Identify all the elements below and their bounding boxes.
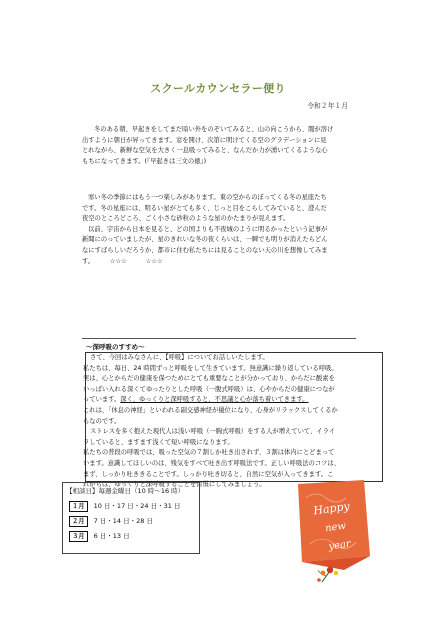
month-label: ３月 [69,531,88,542]
schedule-days: 10 日・17 日・24 日・31 日 [93,502,181,510]
newsletter-title: スクールカウンセラー便り [150,82,286,95]
text-line: とれながら、新鮮な空気を大きく一息吸ってみると、なんだか力が湧いてくるような心 [82,147,328,155]
text-line: もちになってきます。(『早起きは三文の徳』) [82,157,207,165]
schedule-days: 7 日・14 日・28 日 [93,517,153,525]
card-text: year [327,538,352,553]
schedule-row [69,531,130,542]
text-line: 冬のある朝、早起きをしてまだ暗い外をのぞいてみると、山の向こうから、闇が溶け [94,126,334,133]
text-line: 実は、心とからだの健康を保つためにとても重要なことが分かっており、からだに酸素を [83,375,335,383]
section-divider [82,338,356,339]
text-line [83,395,340,406]
flower-sprig-icon [317,567,338,582]
text-line: ストレスを多く抱えた現代人は浅い呼吸（一胸式呼吸）をする人が増えていて、イライ [90,428,336,436]
text-line: なにすばらしいだろうか、都市に住む私たちには見ることのない天の川を想像してみま [82,246,328,254]
text-line: 以前、宇宙から日本を見ると、どの国よりも不夜城のように明るかったという記事が [88,225,328,233]
issue-date: 令和２年１月 [307,102,348,110]
text-line: いっぱい入れる深くてゆったりとした呼吸（一腹式呼吸）は、心やからだの健康につなが [83,385,335,393]
text-line: 新聞にのっていましたが、星のきれいな冬の夜くらいは、一瞬でも明りが消えたらどん [82,236,328,244]
section-heading: ～深呼吸のすすめ～ [86,343,145,351]
text-line: れからは、ゆっくりと深呼吸することを習慣にしてみましょう。 [83,481,266,489]
text-line: らなのです。 [83,417,121,425]
paragraph-morning [82,125,382,167]
text-line: 私たちの普段の呼吸では、吸った空気の７割しか吐き出されず、３割は体内にとどまって [83,449,335,457]
text-line: これは、「休息の神経」といわれる副交感神経が優位になり、心身がリラックスしてくるか [83,406,338,414]
text-line: 出すように朝日が昇ってきます。窓を開け、次第に明けてくる空のグラデーションに見 [82,136,327,144]
text-line: 私たちは、毎日、24 時間ずっと呼吸をして生きています。無意識に繰り返している呼吸。 [83,364,338,372]
underlined-sentence: 深く、ゆっくりと深呼吸すると、不思議と心が落ち着いてきます。 [120,396,309,404]
text-line: さて、今回はみなさんに、【呼吸】についてお話しいたします。 [90,354,269,361]
text-line: います。意識してほしいのは、残気をすべて吐き出す呼吸法です。正しい呼吸法のコツは、 [83,459,341,467]
text-line: まず、しっかり吐ききることです。しっかり吐き切ると、自然に空気が入ってきます。こ [83,470,334,478]
breathing-article-box [83,352,383,489]
card-text: new [324,520,347,535]
consultation-schedule [62,482,200,554]
text-fragment: っています。 [83,396,121,404]
text-line: 寒い冬の季節にはもう一つ楽しみがあります。東の空からのぼってくる冬の星座たち [88,194,327,201]
text-line: です。冬の星座には、明るい星がとても多く、じっと目をこらしてみていると、澄んだ [82,204,327,212]
text-line: す。 ☆☆☆ ☆☆☆ [82,257,163,265]
new-year-card-illustration [292,478,376,586]
paragraph-winter-stars [82,193,382,267]
text-line: ラしていると、ますます浅くて短い呼吸になります。 [83,438,234,446]
schedule-row [69,501,180,512]
month-label: １月 [69,501,88,512]
schedule-header: 【相談日】毎週金曜日（10 時～16 時） [66,487,185,495]
month-label: ２月 [69,516,88,527]
text-line: 夜空のところどころ、ごく小さな砂粒のような星のかたまりが見えます。 [82,215,290,223]
card-text: Happy [312,499,351,518]
schedule-row [69,516,153,527]
schedule-days: 6 日・13 日 [93,532,130,540]
